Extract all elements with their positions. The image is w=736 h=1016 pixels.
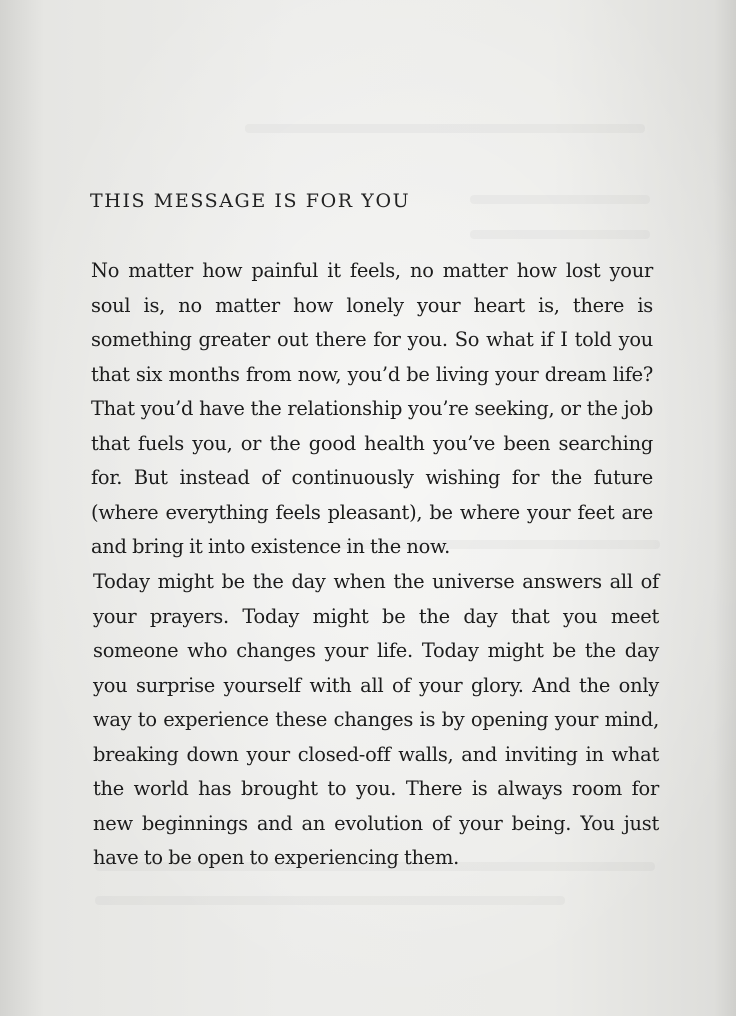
paragraph-1: No matter how painful it feels, no matter how lost your soul is, no matter how lonely your heart is, there is something greater out there for you. So what if I told you that six months from now, you’d be living your dream life? That you’d have the relationship you’re seeking, or the job that fuels you, or the good health you’ve been searching for. But instead of continuously wishing for the future (where everything feels pleasant), be where your feet are and bring it into existence in the now. <box>91 259 653 558</box>
section-heading: THIS MESSAGE IS FOR YOU <box>90 190 411 212</box>
paragraph-2: Today might be the day when the universe answers all of your prayers. Today might be the day that you meet someone who changes your life. Today might be the day you surprise yourself with all of your glory. And the only way to experience these changes is by opening your mind, breaking down your closed-off walls, and inviting in what the world has brought to you. There is always room for new beginnings and an evolution of your being. You just have to be open to experiencing them. <box>93 570 659 869</box>
